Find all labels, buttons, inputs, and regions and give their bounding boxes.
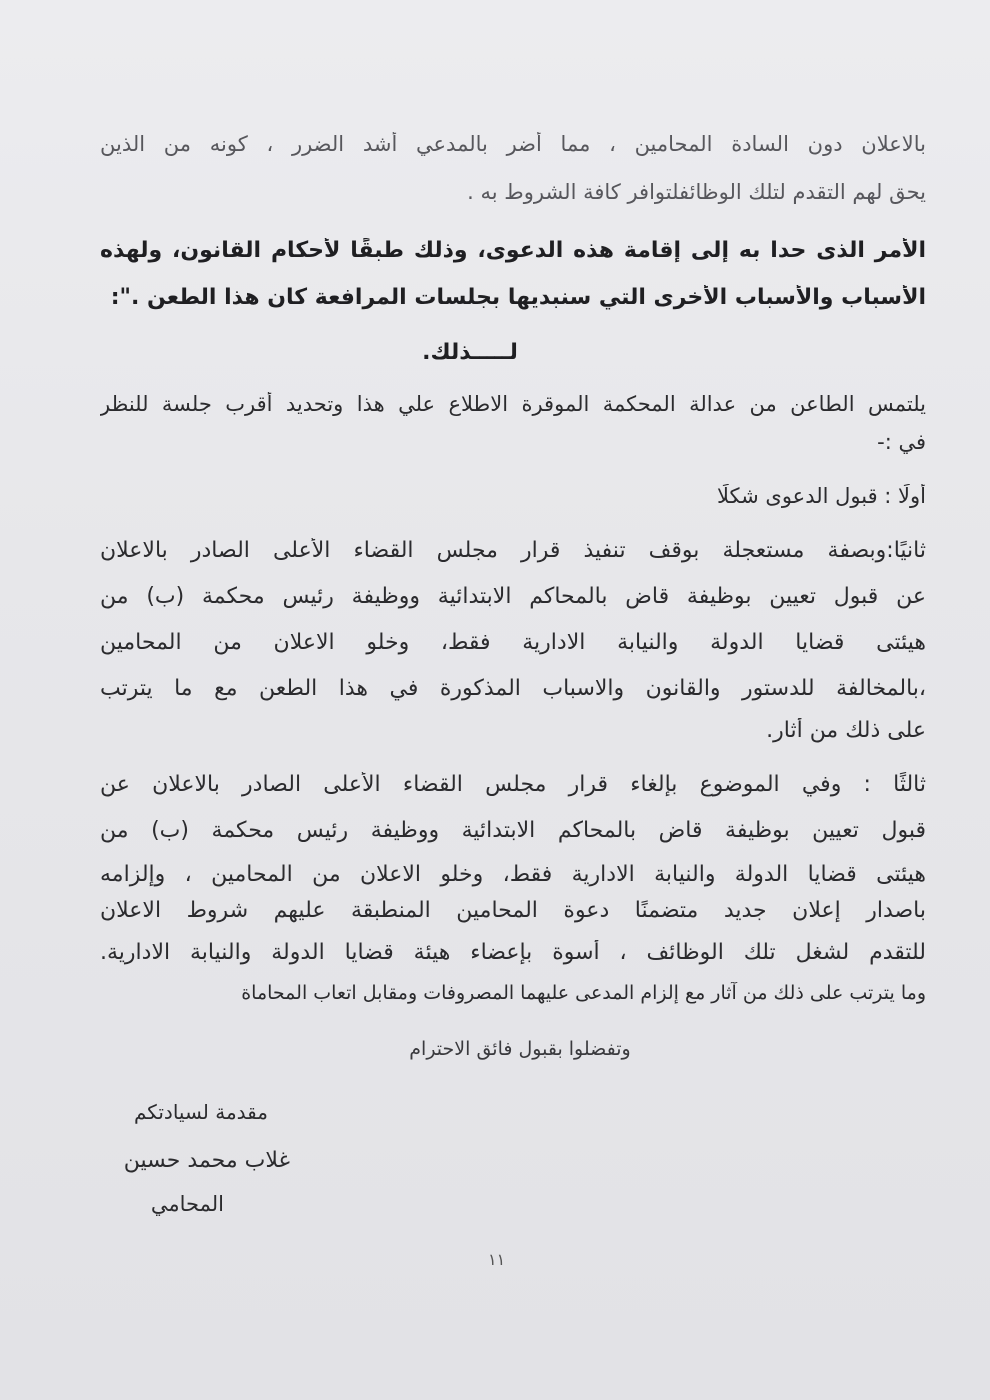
second-line-3: هيئتى قضايا الدولة والنيابة الادارية فقط، وخلو الاعلان من المحامين <box>100 630 926 655</box>
intro-line-2: يحق لهم التقدم لتلك الوظائفلتوافر كافة الشروط به . <box>467 180 926 204</box>
request-line-2: في :- <box>877 430 926 454</box>
page-number: ١١ <box>488 1250 506 1269</box>
second-line-1: ثانيًا:وبصفة مستعجلة بوقف تنفيذ قرار مجلس القضاء الأعلى الصادر بالاعلان <box>100 538 926 563</box>
intro-line-1: بالاعلان دون السادة المحامين ، مما أضر بالمدعي أشد الضرر ، كونه من الذين <box>100 132 926 156</box>
lawyer-name: غلاب محمد حسين <box>123 1148 290 1173</box>
bold-line-1 <box>100 238 926 263</box>
heading-text: لـــــذلك. <box>422 340 518 365</box>
third-line-3: هيئتى قضايا الدولة والنيابة الادارية فقط، وخلو الاعلان من المحامين ، وإلزامه <box>100 862 926 887</box>
submitted-to: مقدمة لسيادتكم <box>133 1100 268 1124</box>
third-line-4: باصدار إعلان جديد متضمنًا دعوة المحامين المنطبقة عليهم شروط الاعلان <box>100 898 926 923</box>
bold-line-1-text: الأمر الذى حدا به إلى إقامة هذه الدعوى، وذلك طبقًا لأحكام القانون، ولهذه <box>100 238 926 263</box>
second-line-4: ،بالمخالفة للدستور والقانون والاسباب المذكورة في هذا الطعن مع ما يترتب <box>100 676 926 701</box>
fees-line: وما يترتب على ذلك من آثار مع إلزام المدعى عليهما المصروفات ومقابل اتعاب المحاماة <box>241 982 926 1004</box>
closing: وتفضلوا بقبول فائق الاحترام <box>409 1038 631 1060</box>
second-line-5: على ذلك من أثار. <box>766 718 926 743</box>
third-line-1: ثالثًا : وفي الموضوع بإلغاء قرار مجلس القضاء الأعلى الصادر بالاعلان عن <box>100 772 926 797</box>
request-line-1: يلتمس الطاعن من عدالة المحكمة الموقرة الاطلاع علي هذا وتحديد أقرب جلسة للنظر <box>100 392 926 416</box>
bold-line-2 <box>100 285 926 310</box>
lawyer-title: المحامي <box>150 1192 224 1216</box>
third-line-2: قبول تعيين بوظيفة قاض بالمحاكم الابتدائية ووظيفة رئيس محكمة (ب) من <box>100 818 926 843</box>
heading <box>420 340 520 365</box>
second-line-2: عن قبول تعيين بوظيفة قاض بالمحاكم الابتدائية ووظيفة رئيس محكمة (ب) من <box>100 584 926 609</box>
first-item: أولًا : قبول الدعوى شكلًا <box>716 484 926 508</box>
third-line-5: للتقدم لشغل تلك الوظائف ، أسوة بإعضاء هيئة قضايا الدولة والنيابة الادارية. <box>100 940 926 965</box>
bold-line-2-text: الأسباب والأسباب الأخرى التي سنبديها بجلسات المرافعة كان هذا الطعن .": <box>111 285 926 310</box>
